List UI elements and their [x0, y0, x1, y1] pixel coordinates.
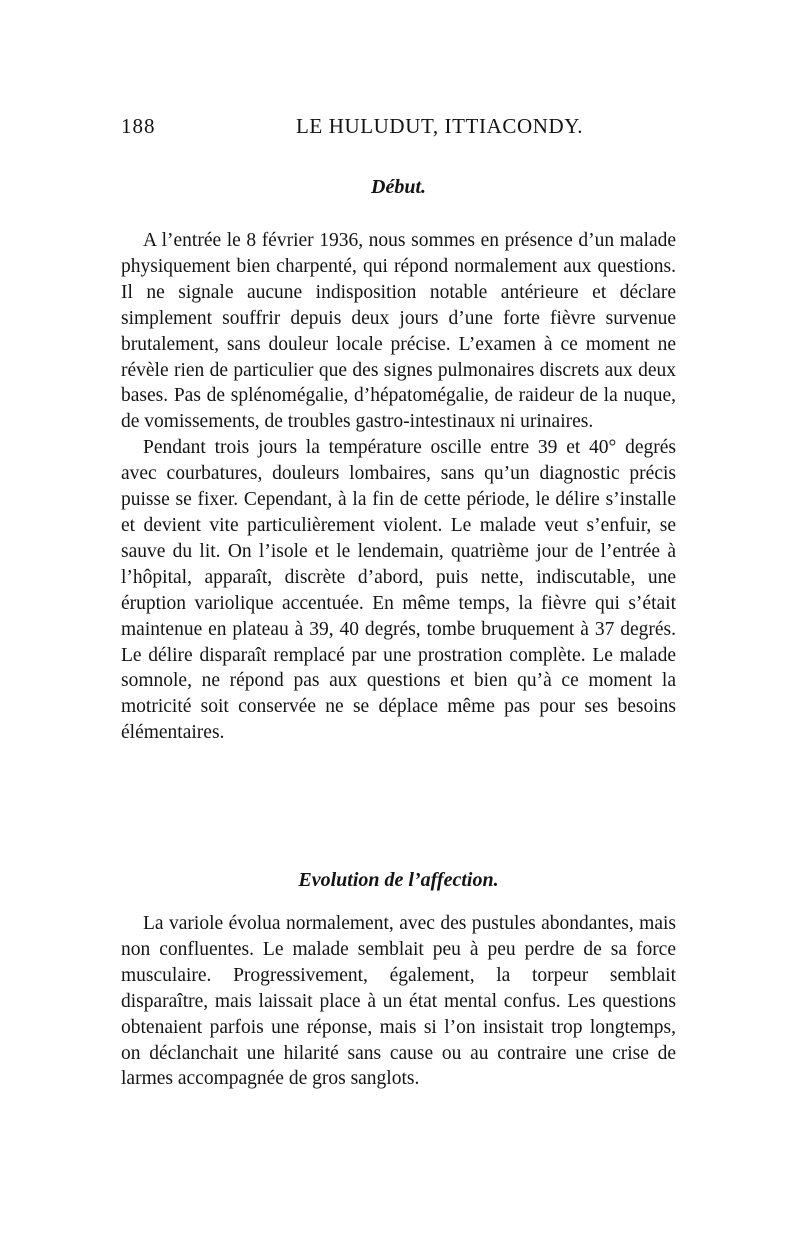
section-body-debut: [121, 228, 676, 746]
section-title-evolution: Evolution de l’affection.: [298, 869, 499, 891]
paragraph: A l’entrée le 8 février 1936, nous sommes en présence d’un malade physiquement bien charpenté, qui répond normalement aux questions. Il ne signale aucune indisposition notable antérieure et déclare simplement souffrir depuis deux jours d’une forte fièvre survenue brutalement, sans douleur locale précise. L’examen à ce moment ne révèle rien de particulier que des signes pulmonaires discrets aux deux bases. Pas de splénomégalie, d’hépatomégalie, de raideur de la nuque, de vomissements, de troubles gastro-intestinaux ni urinaires.: [121, 230, 676, 433]
paragraph: La variole évolua normalement, avec des pustules abondantes, mais non confluentes. Le malade semblait peu à peu perdre de sa force musculaire. Progressivement, également, la torpeur semblait disparaître, mais laissait place à un état mental confus. Les questions obtenaient parfois une réponse, mais si l’on insistait trop longtemps, on déclanchait une hilarité sans cause ou au contraire une crise de larmes accompagnée de gros sanglots.: [121, 913, 676, 1090]
page-header: [121, 114, 676, 144]
section-title-debut: Début.: [371, 176, 426, 198]
section-body-evolution: [121, 911, 676, 1092]
page-number: 188: [121, 114, 156, 138]
running-head: LE HULUDUT, ITTIACONDY.: [296, 114, 584, 138]
paragraph: Pendant trois jours la température oscille entre 39 et 40° degrés avec courbatures, douleurs lombaires, sans qu’un diagnostic précis puisse se fixer. Cependant, à la fin de cette période, le délire s’installe et devient vite particulièrement violent. Le malade veut s’enfuir, se sauve du lit. On l’isole et le lendemain, quatrième jour de l’entrée à l’hôpital, apparaît, discrète d’abord, puis nette, indiscutable, une éruption variolique accentuée. En même temps, la fièvre qui s’était maintenue en plateau à 39, 40 degrés, tombe bruquement à 37 degrés. Le délire disparaît remplacé par une prostration complète. Le malade somnole, ne répond pas aux questions et bien qu’à ce moment la motricité soit conservée ne se déplace même pas pour ses besoins élémentaires.: [121, 437, 676, 744]
